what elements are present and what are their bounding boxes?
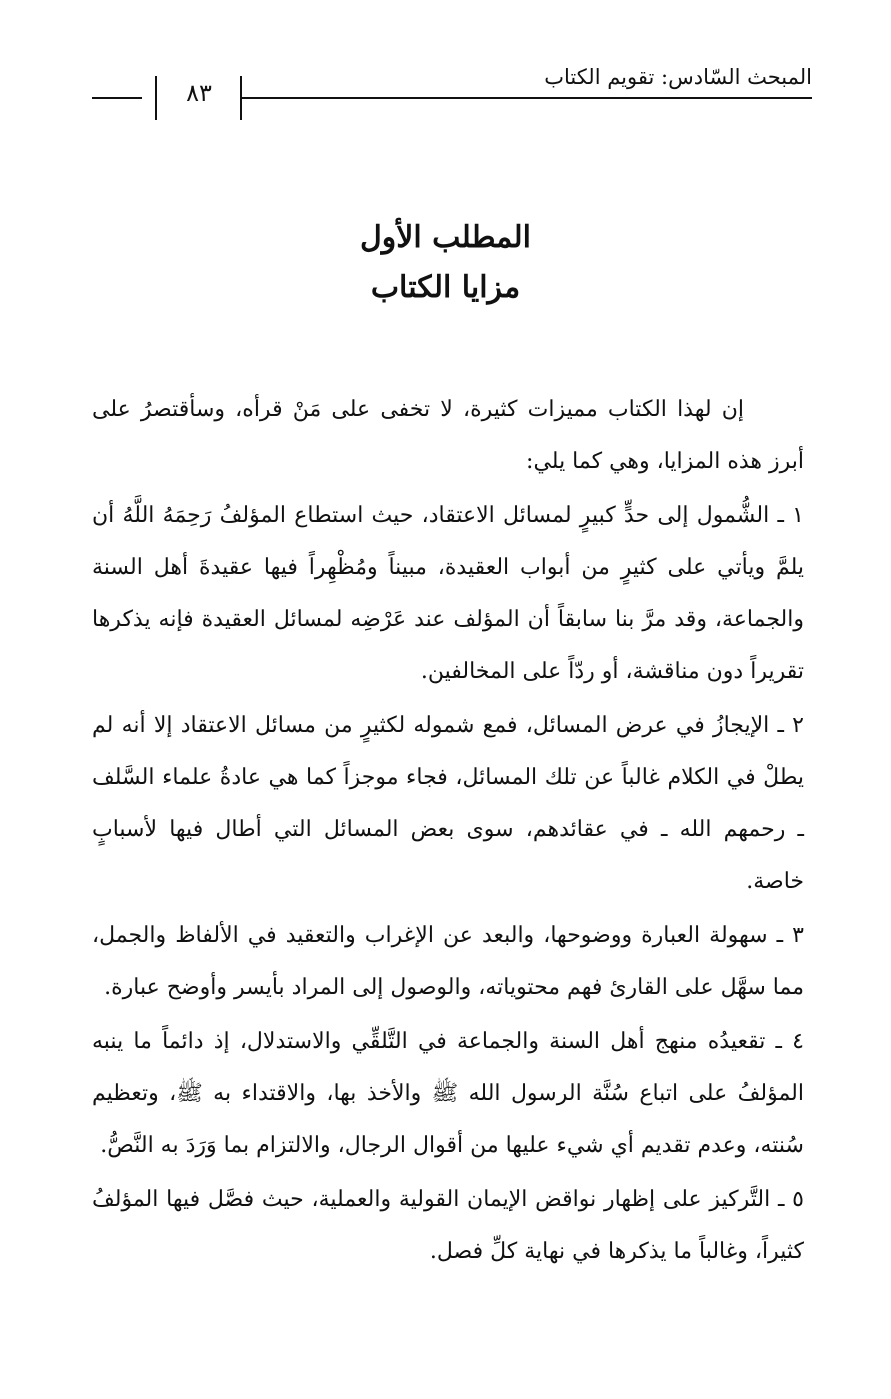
running-header xyxy=(92,62,812,122)
point-2-paragraph: ٢ ـ الإيجازُ في عرض المسائل، فمع شموله لكثيرٍ من مسائل الاعتقاد إلا أنه لم يطلْ في الكلام غالباً عن تلك المسائل، فجاء موجزاً كما هي عادةُ علماء السَّلف ـ رحمهم الله ـ في عقائدهم، سوى بعض المسائل التي أطال فيها لأسبابٍ خاصة. xyxy=(92,713,804,894)
point-4-paragraph: ٤ ـ تقعيدُه منهج أهل السنة والجماعة في التَّلقِّي والاستدلال، إذ دائماً ما ينبه المؤلفُ على اتباع سُنَّة الرسول الله ﷺ والأخذ بها، والاقتداء به ﷺ، وتعظيم سُنته، وعدم تقديم أي شيء عليها من أقوال الرجال، والالتزام بما وَرَدَ به النَّصُّ. xyxy=(92,1029,804,1158)
page-number: ٨٣ xyxy=(186,79,212,107)
point-3-paragraph: ٣ ـ سهولة العبارة ووضوحها، والبعد عن الإغراب والتعقيد في الألفاظ والجمل، مما سهَّل على القارئ فهم محتوياته، والوصول إلى المراد بأيسر وأوضح عبارة. xyxy=(92,923,804,1000)
chapter-title: المبحث السّادس: تقويم الكتاب xyxy=(544,65,812,89)
header-rule-short xyxy=(92,97,142,99)
point-1-paragraph: ١ ـ الشُّمول إلى حدٍّ كبيرٍ لمسائل الاعتقاد، حيث استطاع المؤلفُ رَحِمَهُ اللَّهُ أن يلمَّ ويأتي على كثيرٍ من أبواب العقيدة، مبيناً ومُظْهِراً فيها عقيدةَ أهل السنة والجماعة، وقد مرَّ بنا سابقاً أن المؤلف عند عَرْضِه لمسائل العقيدة فإنه يذكرها تقريراً دون مناقشة، أو ردّاً على المخالفين. xyxy=(92,503,804,684)
section-subtitle: مزايا الكتاب xyxy=(370,270,521,305)
page-number-divider-left xyxy=(155,76,157,120)
point-5-paragraph: ٥ ـ التَّركيز على إظهار نواقض الإيمان القولية والعملية، حيث فصَّل فيها المؤلفُ كثيراً، وغالباً ما يذكرها في نهاية كلِّ فصل. xyxy=(92,1187,804,1264)
body-text xyxy=(92,384,804,1280)
intro-paragraph: إن لهذا الكتاب مميزات كثيرة، لا تخفى على مَنْ قرأه، وسأقتصرُ على أبرز هذه المزايا، وهي كما يلي: xyxy=(92,397,804,474)
header-rule xyxy=(242,97,812,99)
section-heading: المطلب الأول xyxy=(360,220,531,255)
page-number-divider-right xyxy=(240,76,242,120)
